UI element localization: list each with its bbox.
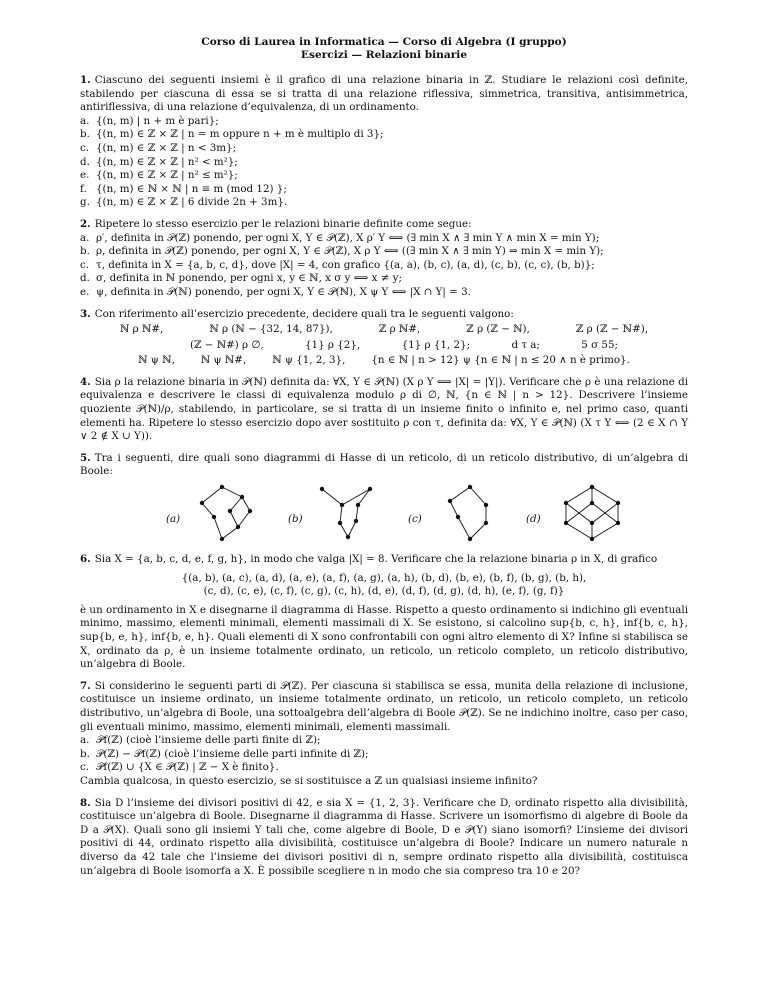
- relation-graph: {(a, b), (a, c), (a, d), (a, e), (a, f), (a, g), (a, h), (b, d), (b, e), (b, f), (b, g), (b, h), (c, d), (c, e), (c, f), (c, g), (c, h), (d, e), (d, f), (d, g), (d, h), (e, f), (g, f)}: [181, 571, 587, 598]
- exercise-7: [80, 680, 688, 789]
- hasse-diagrams: [80, 483, 688, 545]
- exercise-text: Sia D l’insieme dei divisori positivi di 42, e sia X = {1, 2, 3}. Verificare che D, ordinato rispetto alla divisibilità, costituisce un’algebra di Boole. Disegnarne il diagramma di Hasse. Scrivere un isomorfismo di algebre di Boole da D a 𝒫(X). Quali sono gli insiemi Y tali che, come algebre di Boole, D e 𝒫(Y) siano isomorfi? L’insieme dei divisori positivi di 44, ordinato rispetto alla divisibilità, costituisce un’algebra di Boole? Indicare un numero naturale n diverso da 42 tale che l’insieme dei divisori positivi di n, sempre ordinato rispetto alla divisibilità, costituisca un’algebra di Boole isomorfa a X. È possibile scegliere n in modo che sia compreso tra 10 e 20?: [80, 796, 688, 877]
- formula-row: ℕ ρ ℕ#, ℕ ρ (ℕ − {32, 14, 87}), ℤ ρ ℕ#, ℤ ρ (ℤ − ℕ), ℤ ρ (ℤ − ℕ#),: [120, 323, 648, 336]
- exercise-text: Ciascuno dei seguenti insiemi è il grafico di una relazione binaria in ℤ. Studiare le relazioni così definite, stabilendo per ciascuna di essa se si tratta di una relazione riflessiva, simmetrica, transitiva, antisimmetrica, antiriflessiva, di una relazione d’equivalenza, di un ordinamento.: [80, 74, 688, 114]
- list-item: c. {(n, m) ∈ ℤ × ℤ | n < 3m};: [80, 141, 237, 154]
- exercise-text: è un ordinamento in X e disegnarne il diagramma di Hasse. Rispetto a questo ordinamento si indichino gli eventuali minimo, massimo, elementi minimali, elementi massimali di X. Se esistono, si calcolino sup{b, c, h}, inf{b, c, h}, sup{b, e, h}, inf{b, e, h}. Quali elementi di X sono confrontabili con ogni altro elemento di X? Infine si stabilisca se X, ordinato da ρ, è un insieme totalmente ordinato, un reticolo, un reticolo completo, un reticolo distributivo, un’algebra di Boole.: [80, 603, 688, 671]
- exercise-6: [80, 553, 688, 672]
- diagram-caption-b: (b): [288, 513, 303, 526]
- exercise-8: [80, 797, 688, 879]
- exercise-number: 7.: [80, 679, 91, 692]
- list-item: g. {(n, m) ∈ ℤ × ℤ | 6 divide 2n + 3m}.: [80, 196, 288, 209]
- exercise-4: [80, 376, 688, 444]
- exercise-number: 3.: [80, 307, 91, 320]
- list-item: b. ρ, definita in 𝒫(ℤ) ponendo, per ogni X, Y ∈ 𝒫(ℤ), X ρ Y ⟺ ((∃ min X ∧ ∃ min Y) ⇒ min X = min Y);: [80, 245, 604, 258]
- course-title: Corso di Laurea in Informatica — Corso di Algebra (I gruppo): [201, 36, 567, 48]
- hasse-diagram-c: [432, 483, 502, 545]
- list-item: b. 𝒫(ℤ) − 𝒫f(ℤ) (cioè l’insieme delle parti infinite di ℤ);: [80, 747, 369, 760]
- document-page: [80, 36, 688, 878]
- formula-row: (ℤ − ℕ#) ρ ∅, {1} ρ {2}, {1} ρ {1, 2}; d τ a; 5 σ 55;: [190, 338, 618, 351]
- exercise-number: 5.: [80, 451, 91, 464]
- exercise-text: Tra i seguenti, dire quali sono diagrammi di Hasse di un reticolo, di un reticolo distributivo, di un’algebra di Boole:: [80, 451, 688, 478]
- hasse-diagram-d: [552, 483, 632, 545]
- exercise-text: Si considerino le seguenti parti di 𝒫(ℤ). Per ciascuna si stabilisca se essa, munita della relazione di inclusione, costituisce un insieme ordinato, un insieme totalmente ordinato, un reticolo, un reticolo completo, un reticolo distributivo, un’algebra di Boole, una sottoalgebra dell’algebra di Boole 𝒫(ℤ). Se ne indichino inoltre, caso per caso, gli eventuali minimo, massimo, elementi minimali, elementi massimali.: [80, 679, 688, 733]
- list-item: c. 𝒫f(ℤ) ∪ {X ∈ 𝒫(ℤ) | ℤ − X è finito}.: [80, 761, 279, 774]
- list-item: b. {(n, m) ∈ ℤ × ℤ | n = m oppure n + m è multiplo di 3};: [80, 128, 384, 141]
- exercise-3: [80, 308, 688, 368]
- diagram-caption-c: (c): [408, 513, 422, 526]
- exercise-text: Con riferimento all’esercizio precedente, decidere quali tra le seguenti valgono:: [94, 307, 514, 320]
- list-item: a. {(n, m) | n + m è pari};: [80, 114, 219, 127]
- exercise-number: 2.: [80, 217, 91, 230]
- hasse-diagram-a: [192, 483, 262, 545]
- list-item: e. {(n, m) ∈ ℤ × ℤ | n² ≤ m²};: [80, 169, 238, 182]
- exercise-5: [80, 452, 688, 545]
- exercise-text: Ripetere lo stesso esercizio per le relazioni binarie definite come segue:: [94, 217, 472, 230]
- list-item: a. ρ′, definita in 𝒫(ℤ) ponendo, per ogni X, Y ∈ 𝒫(ℤ), X ρ′ Y ⟺ (∃ min X ∧ ∃ min Y ∧ min X = min Y);: [80, 231, 600, 244]
- exercise-number: 6.: [80, 553, 91, 566]
- exercise-2: [80, 218, 688, 300]
- exercise-number: 4.: [80, 375, 91, 388]
- exercise-text: Sia ρ la relazione binaria in 𝒫(ℕ) definita da: ∀X, Y ∈ 𝒫(ℕ) (X ρ Y ⟺ |X| = |Y|). Verificare che ρ è una relazione di equivalenza e descrivere le classi di equivalenza modulo ρ di ∅, ℕ, {n ∈ ℕ | n > 12}. Descrivere l’insieme quoziente 𝒫(ℕ)/ρ, stabilendo, in particolare, se si tratta di un insieme finito o infinito e, nel primo caso, quanti elementi ha. Ripetere lo stesso esercizio dopo aver sostituito ρ con τ, definita da: ∀X, Y ∈ 𝒫(ℕ) (X τ Y ⟺ (2 ∈ X ∩ Y ∨ 2 ∉ X ∪ Y)).: [80, 375, 688, 443]
- list-item: d. {(n, m) ∈ ℤ × ℤ | n² < m²};: [80, 155, 238, 168]
- exercise-number: 1.: [80, 74, 91, 86]
- list-item: f. {(n, m) ∈ ℕ × ℕ | n ≡ m (mod 12) };: [80, 182, 287, 195]
- document-header: [80, 36, 688, 62]
- exercise-closing: Cambia qualcosa, in questo esercizio, se si sostituisce a ℤ un qualsiasi insieme infinito?: [80, 774, 538, 787]
- hasse-diagram-b: [312, 483, 382, 545]
- formula-row: ℕ ψ ℕ, ℕ ψ ℕ#, ℕ ψ {1, 2, 3}, {n ∈ ℕ | n > 12} ψ {n ∈ ℕ | n ≤ 20 ∧ n è primo}.: [138, 354, 630, 367]
- sheet-title: Esercizi — Relazioni binarie: [300, 49, 468, 61]
- list-item: c. τ, definita in X = {a, b, c, d}, dove |X| = 4, con grafico {(a, a), (b, c), (a, d), (c, b), (c, c), (b, b)};: [80, 258, 595, 271]
- exercise-number: 8.: [80, 796, 91, 809]
- list-item: a. 𝒫f(ℤ) (cioè l’insieme delle parti finite di ℤ);: [80, 734, 321, 747]
- list-item: e. ψ, definita in 𝒫(ℕ) ponendo, per ogni X, Y ∈ 𝒫(ℕ), X ψ Y ⟺ |X ∩ Y| = 3.: [80, 285, 471, 298]
- exercise-1: [80, 74, 688, 210]
- diagram-caption-d: (d): [526, 513, 541, 526]
- diagram-caption-a: (a): [166, 513, 181, 526]
- list-item: d. σ, definita in ℕ ponendo, per ogni x, y ∈ ℕ, x σ y ⟺ x ≠ y;: [80, 272, 402, 285]
- exercise-text: Sia X = {a, b, c, d, e, f, g, h}, in modo che valga |X| = 8. Verificare che la relazione binaria ρ in X, di grafico: [94, 553, 658, 566]
